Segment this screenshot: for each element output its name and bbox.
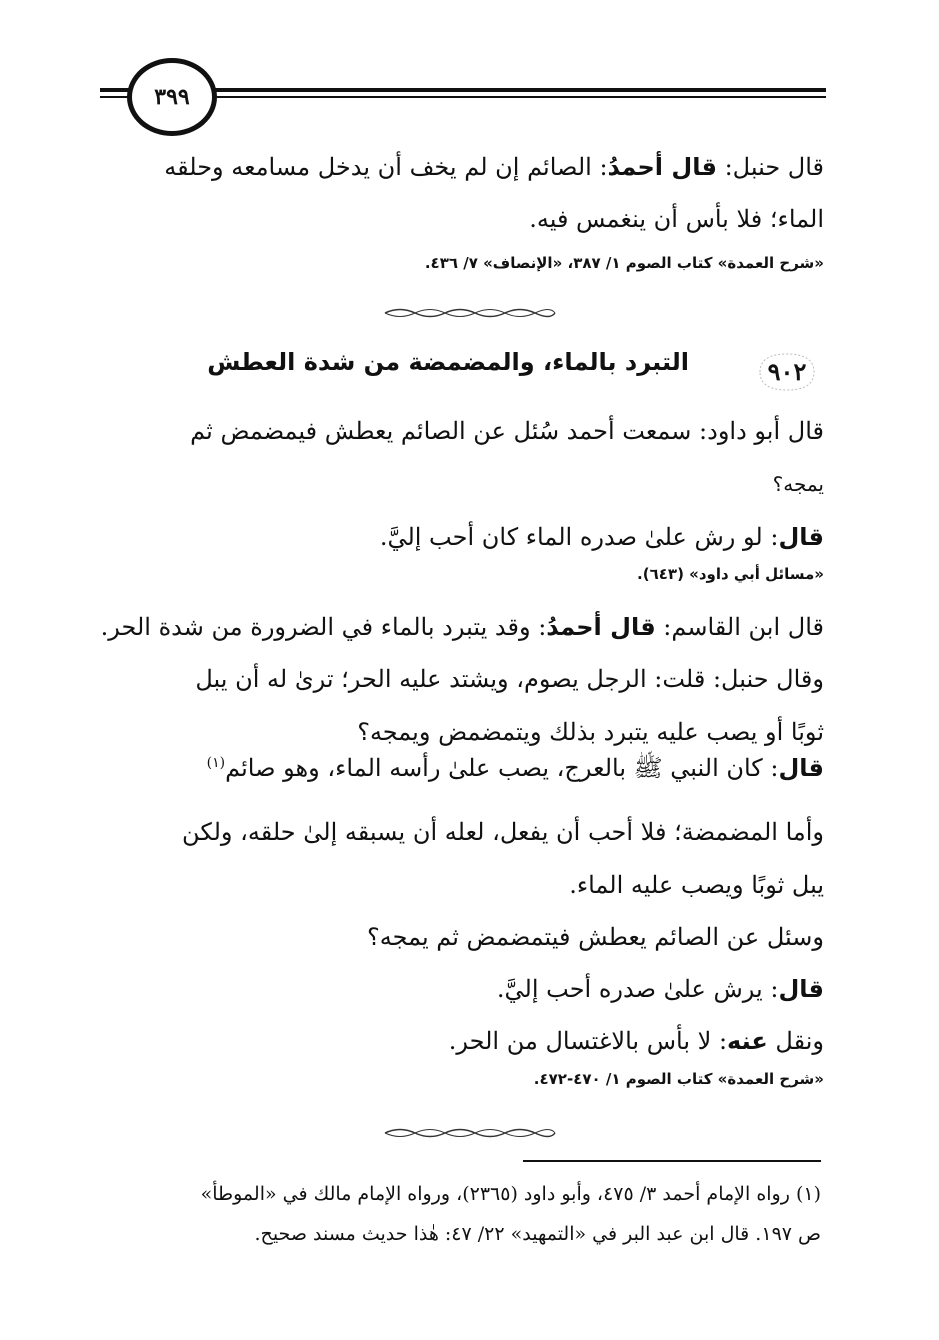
section-title: التبرد بالماء، والمضمضة من شدة العطش [207, 348, 689, 376]
citation: «مسائل أبي داود» (٦٤٣). [637, 565, 824, 583]
text-run: : لو رش علىٰ صدره الماء كان أحب إليَّ. [379, 523, 779, 551]
text-run: : كان النبي ﷺ بالعرج، يصب علىٰ رأسه الماء، وهو صائم [225, 754, 779, 782]
page-number: ٣٩٩ [154, 84, 190, 110]
text-run: : الصائم إن لم يخف أن يدخل مسامعه وحلقه [164, 153, 608, 181]
text-run: : لا بأس بالاغتسال من الحر. [448, 1027, 728, 1055]
paragraph-line: يبل ثوبًا ويصب عليه الماء. [569, 871, 824, 899]
footnote-line: (١) رواه الإمام أحمد ٣/ ٤٧٥، وأبو داود (٢٣٦٥)، ورواه الإمام مالك في «الموطأ» [200, 1183, 821, 1205]
section-number-badge [752, 350, 822, 394]
paragraph-line [449, 1015, 824, 1067]
bold-speaker: عنه [727, 1027, 768, 1055]
footnote-line: ص ١٩٧. قال ابن عبد البر في «التمهيد» ٢٢/ ٤٧: هٰذا حديث مسند صحيح. [254, 1223, 821, 1245]
citation: «شرح العمدة» كتاب الصوم ١/ ٤٧٠-٤٧٢. [533, 1070, 824, 1088]
bold-speaker: قال [778, 975, 824, 1003]
paragraph-line [497, 963, 824, 1015]
paragraph-line: يمجه؟ [772, 472, 824, 496]
paragraph-line: الماء؛ فلا بأس أن ينغمس فيه. [529, 205, 824, 233]
ornament-divider [380, 306, 560, 320]
bold-speaker: قال [778, 754, 824, 782]
text-run: : يرش علىٰ صدره أحب إليَّ. [496, 975, 779, 1003]
paragraph-line: ثوبًا أو يصب عليه يتبرد بذلك ويتمضمض ويمجه؟ [357, 718, 824, 746]
paragraph-line [207, 737, 824, 794]
bold-speaker: قال أحمدُ [607, 153, 717, 181]
bold-speaker: قال أحمدُ [546, 613, 656, 641]
citation: «شرح العمدة» كتاب الصوم ١/ ٣٨٧، «الإنصاف» ٧/ ٤٣٦. [424, 254, 824, 272]
page-number-badge [127, 58, 217, 136]
paragraph-line [101, 601, 824, 653]
section-number: ٩٠٢ [767, 357, 807, 386]
paragraph-line [380, 511, 824, 563]
paragraph-line: وقال حنبل: قلت: الرجل يصوم، ويشتد عليه الحر؛ ترىٰ له أن يبل [195, 665, 824, 693]
text-run: : وقد يتبرد بالماء في الضرورة من شدة الحر. [100, 613, 547, 641]
text-run: قال حنبل: [716, 153, 824, 181]
text-run: قال ابن القاسم: [655, 613, 824, 641]
bold-speaker: قال [778, 523, 824, 551]
paragraph-line: قال أبو داود: سمعت أحمد سُئل عن الصائم يعطش فيمضمض ثم [190, 417, 824, 445]
footnote-marker[interactable]: (١) [206, 755, 226, 771]
paragraph-line: وأما المضمضة؛ فلا أحب أن يفعل، لعله أن يسبقه إلىٰ حلقه، ولكن [182, 818, 824, 846]
paragraph-line: وسئل عن الصائم يعطش فيتمضمض ثم يمجه؟ [366, 923, 824, 951]
footnote-separator [523, 1160, 821, 1162]
paragraph-line [164, 141, 824, 193]
text-run: ونقل [767, 1027, 824, 1055]
ornament-divider [380, 1126, 560, 1140]
